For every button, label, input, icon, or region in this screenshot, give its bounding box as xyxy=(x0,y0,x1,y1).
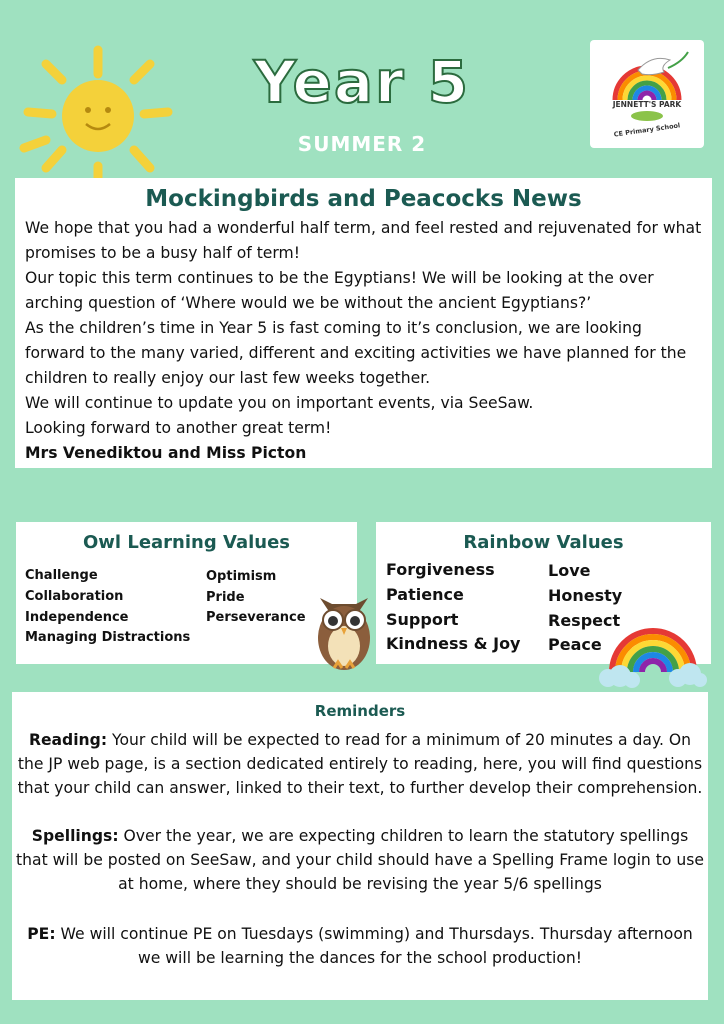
news-title: Mockingbirds and Peacocks News xyxy=(145,186,582,212)
rainbow-value: Support xyxy=(386,610,459,629)
rainbow-icon xyxy=(598,616,708,692)
reminder-label: Reading: xyxy=(28,731,108,749)
reminder-text: Your child will be expected to read for a minimum of 20 minutes a day. On the JP web page, is a section dedicated entirely to reading, here, you will find questions that your child can answer, linked to their text, to further develop their comprehension. xyxy=(17,731,703,797)
rainbow-value: Patience xyxy=(386,585,464,604)
news-paragraph: We will continue to update you on important events, via SeeSaw. xyxy=(25,394,534,412)
news-panel xyxy=(15,178,712,468)
reminder-label: PE: xyxy=(27,925,56,943)
owl-value: Collaboration xyxy=(25,589,124,604)
news-paragraph: We hope that you had a wonderful half term, and feel rested and rejuvenated for what promises to be a busy half of term! xyxy=(25,219,702,262)
reminder-label: Spellings: xyxy=(31,827,119,845)
reminder-text: Over the year, we are expecting children to learn the statutory spellings that will be posted on SeeSaw, and your child should have a Spelling Frame login to use at home, where they should be revising the year 5/6 spellings xyxy=(16,827,704,893)
news-paragraph: Looking forward to another great term! xyxy=(25,419,332,437)
owl-value: Challenge xyxy=(25,568,98,583)
school-logo xyxy=(590,40,704,148)
owl-value: Perseverance xyxy=(206,610,306,625)
news-paragraph: As the children’s time in Year 5 is fast coming to it’s conclusion, we are looking forward to the many varied, different and exciting activities we have planned for the children to really enjoy our last few weeks together. xyxy=(25,319,687,387)
rainbow-value: Peace xyxy=(548,635,602,654)
reminders-panel xyxy=(12,692,708,1000)
owl-value: Independence xyxy=(25,610,129,625)
reminder-text: We will continue PE on Tuesdays (swimming) and Thursdays. Thursday afternoon we will be learning the dances for the school production! xyxy=(55,925,693,967)
rainbow-value: Honesty xyxy=(548,586,623,605)
reminder-spellings xyxy=(16,824,704,896)
news-signoff: Mrs Venediktou and Miss Picton xyxy=(25,444,307,462)
news-paragraph: Our topic this term continues to be the Egyptians! We will be looking at the over arching question of ‘Where would we be without the ancient Egyptians?’ xyxy=(25,269,654,312)
rainbow-value: Respect xyxy=(548,611,621,630)
reminders-title: Reminders xyxy=(314,702,406,720)
page-title: Year 5 xyxy=(253,48,471,116)
rainbow-values-title: Rainbow Values xyxy=(463,532,624,553)
owl-value: Pride xyxy=(206,590,245,605)
rainbow-value: Love xyxy=(548,561,591,580)
owl-values-title: Owl Learning Values xyxy=(82,532,291,553)
rainbow-value: Forgiveness xyxy=(386,560,495,579)
logo-leaf xyxy=(630,110,664,122)
reminder-reading xyxy=(16,728,704,800)
logo-school-name: JENNETT'S PARK xyxy=(612,100,682,109)
rainbow-value: Kindness & Joy xyxy=(386,634,521,653)
page-subtitle: SUMMER 2 xyxy=(297,132,427,156)
owl-value: Managing Distractions xyxy=(25,630,191,645)
owl-icon xyxy=(312,588,376,672)
owl-value: Optimism xyxy=(206,569,277,584)
owl-values-panel xyxy=(16,522,357,664)
logo-school-subtitle: CE Primary School xyxy=(613,121,681,139)
reminder-pe xyxy=(16,922,704,970)
